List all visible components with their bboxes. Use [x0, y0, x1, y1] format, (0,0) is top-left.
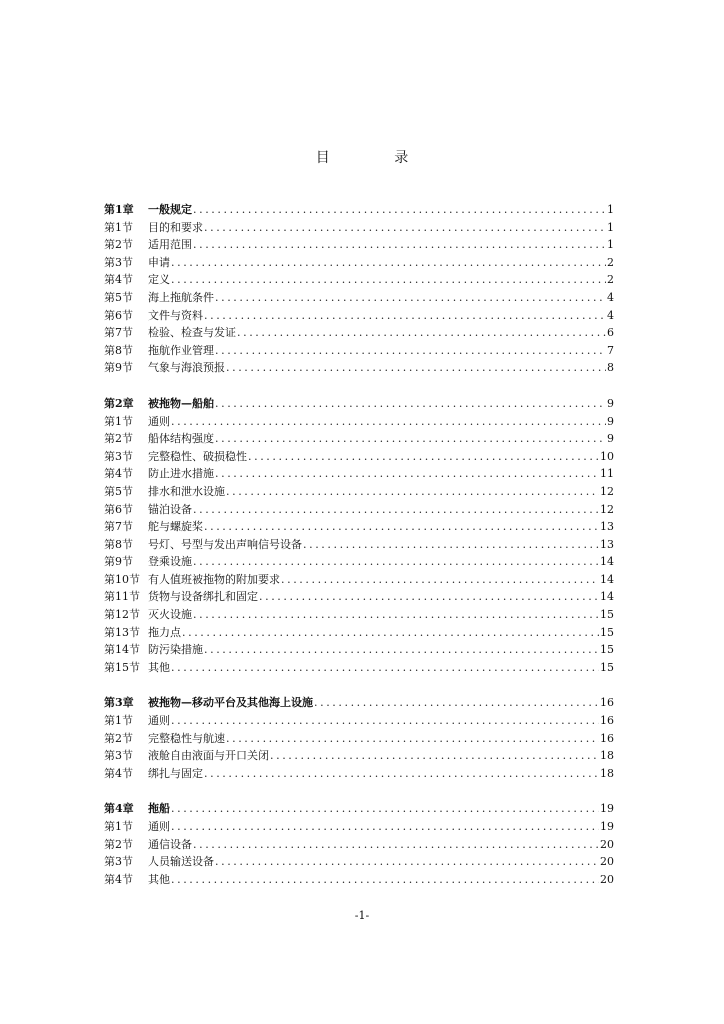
section-title: 防止进水措施	[148, 467, 214, 481]
section-label: 第6节	[104, 308, 133, 322]
dot-leader	[182, 624, 599, 642]
section-label: 第5节	[104, 290, 133, 304]
dot-leader	[259, 588, 599, 606]
section-title: 拖力点	[148, 625, 181, 639]
section-label: 第11节	[104, 590, 140, 604]
dot-leader	[215, 430, 606, 448]
toc-section-entry[interactable]	[104, 236, 614, 254]
page-ref: 14	[600, 555, 614, 569]
section-title: 完整稳性、破损稳性	[148, 449, 247, 463]
section-label: 第1节	[104, 820, 133, 833]
dot-leader	[215, 465, 599, 483]
section-title: 其他	[148, 660, 170, 674]
section-title: 锚泊设备	[148, 502, 192, 516]
section-label: 第4节	[104, 872, 133, 886]
dot-leader	[171, 800, 599, 818]
toc-section-entry[interactable]	[104, 465, 614, 483]
dot-leader	[171, 271, 606, 289]
section-title: 通则	[148, 414, 170, 428]
section-label: 第3节	[104, 855, 133, 869]
toc-section-entry[interactable]	[104, 836, 614, 854]
section-label: 第1节	[104, 714, 133, 728]
section-title: 舵与螺旋桨	[148, 520, 203, 534]
dot-leader	[303, 536, 599, 554]
section-label: 第9节	[104, 555, 133, 569]
toc-section-entry[interactable]	[104, 712, 614, 730]
page-ref: 20	[600, 872, 614, 886]
section-label: 第3节	[104, 449, 133, 463]
dot-leader	[171, 413, 606, 431]
toc-section-entry[interactable]	[104, 448, 614, 466]
toc-section-entry[interactable]	[104, 359, 614, 377]
section-title: 货物与设备绑扎和固定	[148, 590, 258, 604]
section-title: 申请	[148, 255, 170, 269]
section-title: 通信设备	[148, 837, 192, 851]
toc-section-entry[interactable]	[104, 342, 614, 360]
chapter-title: 被拖物—船舶	[148, 396, 214, 410]
section-title: 定义	[148, 273, 170, 287]
page-number: -1-	[354, 909, 370, 922]
section-title: 文件与资料	[148, 308, 203, 322]
page-ref: 4	[607, 290, 614, 304]
section-label: 第10节	[104, 572, 140, 586]
page-ref: 12	[600, 502, 614, 516]
page-ref: 13	[600, 537, 614, 551]
section-title: 防污染措施	[148, 643, 203, 657]
page-title: 目 录	[315, 150, 439, 166]
section-title: 船体结构强度	[148, 432, 214, 446]
toc-section-entry[interactable]	[104, 588, 614, 606]
chapter-title: 拖船	[148, 802, 170, 816]
dot-leader	[171, 659, 599, 677]
section-label: 第2节	[104, 238, 133, 252]
dot-leader	[215, 342, 606, 360]
section-label: 第1节	[104, 220, 133, 234]
page-ref: 18	[600, 749, 614, 763]
toc-section-entry[interactable]	[104, 765, 614, 783]
toc-section-entry[interactable]	[104, 536, 614, 554]
toc-chapter-entry[interactable]	[104, 395, 614, 413]
section-title: 检验、检查与发证	[148, 326, 236, 340]
dot-leader	[215, 395, 606, 413]
dot-leader	[226, 483, 599, 501]
section-title: 通则	[148, 714, 170, 728]
toc-section-entry[interactable]	[104, 430, 614, 448]
toc-section-entry[interactable]	[104, 606, 614, 624]
chapter-label: 第4章	[104, 802, 134, 816]
page-ref: 19	[600, 820, 614, 833]
section-label: 第4节	[104, 273, 133, 287]
dot-leader	[248, 448, 599, 466]
page-ref: 9	[607, 414, 614, 428]
section-label: 第7节	[104, 520, 133, 534]
dot-leader	[314, 694, 599, 712]
section-label: 第2节	[104, 837, 133, 851]
dot-leader	[193, 501, 599, 519]
section-label: 第2节	[104, 731, 133, 745]
chapter-group	[104, 800, 614, 888]
chapter-label: 第2章	[104, 396, 134, 410]
section-label: 第12节	[104, 608, 140, 622]
dot-leader	[193, 236, 606, 254]
chapter-label: 第1章	[104, 203, 134, 216]
page-ref: 12	[600, 484, 614, 498]
toc-section-entry[interactable]	[104, 571, 614, 589]
toc-section-entry[interactable]	[104, 289, 614, 307]
section-title: 完整稳性与航速	[148, 731, 225, 745]
toc-section-entry[interactable]	[104, 219, 614, 237]
section-title: 排水和泄水设施	[148, 484, 225, 498]
page-ref: 20	[600, 837, 614, 851]
dot-leader	[171, 818, 599, 836]
section-title: 气象与海浪预报	[148, 361, 225, 375]
toc-section-entry[interactable]	[104, 483, 614, 501]
section-label: 第4节	[104, 766, 133, 780]
dot-leader	[193, 836, 599, 854]
section-label: 第8节	[104, 537, 133, 551]
dot-leader	[204, 219, 606, 237]
section-label: 第9节	[104, 361, 133, 375]
page-ref: 15	[600, 625, 614, 639]
toc-section-entry[interactable]	[104, 624, 614, 642]
section-title: 其他	[148, 872, 170, 886]
toc-section-entry[interactable]	[104, 747, 614, 765]
section-title: 通则	[148, 820, 170, 833]
dot-leader	[204, 765, 599, 783]
toc-section-entry[interactable]	[104, 413, 614, 431]
toc-section-entry[interactable]	[104, 324, 614, 342]
section-title: 灭火设施	[148, 608, 192, 622]
page-ref: 1	[607, 220, 614, 234]
page-ref: 18	[600, 766, 614, 780]
toc-section-entry[interactable]	[104, 307, 614, 325]
section-label: 第4节	[104, 467, 133, 481]
dot-leader	[237, 324, 606, 342]
chapter-title: 一般规定	[148, 203, 192, 216]
toc-section-entry[interactable]	[104, 254, 614, 272]
dot-leader	[193, 201, 606, 219]
section-label: 第8节	[104, 343, 133, 357]
section-title: 绑扎与固定	[148, 766, 203, 780]
page-ref: 13	[600, 520, 614, 534]
page-ref: 2	[607, 273, 614, 287]
section-label: 第2节	[104, 432, 133, 446]
dot-leader	[171, 712, 599, 730]
page-ref: 8	[607, 361, 614, 375]
toc-section-entry[interactable]	[104, 501, 614, 519]
toc-section-entry[interactable]	[104, 659, 614, 677]
page-ref: 2	[607, 255, 614, 269]
section-title: 拖航作业管理	[148, 343, 214, 357]
chapter-group	[104, 694, 614, 782]
toc-chapter-entry[interactable]	[104, 201, 614, 219]
page-ref: 4	[607, 308, 614, 322]
dot-leader	[281, 571, 599, 589]
dot-leader	[226, 359, 606, 377]
chapter-title: 被拖物—移动平台及其他海上设施	[148, 696, 313, 710]
section-label: 第5节	[104, 484, 133, 498]
section-title: 海上拖航条件	[148, 290, 214, 304]
section-title: 登乘设施	[148, 555, 192, 569]
dot-leader	[171, 871, 599, 889]
section-label: 第15节	[104, 660, 140, 674]
dot-leader	[193, 553, 599, 571]
page-ref: 9	[607, 432, 614, 446]
page-ref: 11	[600, 467, 614, 481]
dot-leader	[226, 730, 599, 748]
page-ref: 16	[600, 696, 614, 710]
page-ref: 7	[607, 343, 614, 357]
section-title: 适用范围	[148, 238, 192, 252]
section-title: 液舱自由液面与开口关闭	[148, 749, 269, 763]
dot-leader	[215, 289, 606, 307]
toc-section-entry[interactable]	[104, 518, 614, 536]
toc-section-entry[interactable]	[104, 641, 614, 659]
toc-chapter-entry[interactable]	[104, 800, 614, 818]
toc-section-entry[interactable]	[104, 818, 614, 836]
toc-section-entry[interactable]	[104, 271, 614, 289]
toc-section-entry[interactable]	[104, 730, 614, 748]
section-label: 第6节	[104, 502, 133, 516]
chapter-group	[104, 201, 614, 377]
section-title: 人员输送设备	[148, 855, 214, 869]
dot-leader	[171, 254, 606, 272]
page-ref: 14	[600, 590, 614, 604]
toc-section-entry[interactable]	[104, 553, 614, 571]
page-ref: 15	[600, 643, 614, 657]
page-ref: 1	[607, 238, 614, 252]
section-label: 第7节	[104, 326, 133, 340]
page-ref: 9	[607, 396, 614, 410]
page-ref: 10	[600, 449, 614, 463]
dot-leader	[204, 518, 599, 536]
page-ref: 16	[600, 731, 614, 745]
page-ref: 6	[607, 326, 614, 340]
page-ref: 15	[600, 608, 614, 622]
chapter-label: 第3章	[104, 696, 134, 710]
dot-leader	[204, 641, 599, 659]
section-label: 第3节	[104, 255, 133, 269]
page-ref: 14	[600, 572, 614, 586]
page-ref: 1	[607, 203, 614, 216]
section-label: 第13节	[104, 625, 140, 639]
toc-chapter-entry[interactable]	[104, 694, 614, 712]
section-title: 目的和要求	[148, 220, 203, 234]
section-label: 第14节	[104, 643, 140, 657]
page-ref: 15	[600, 660, 614, 674]
section-label: 第3节	[104, 749, 133, 763]
page-ref: 16	[600, 714, 614, 728]
section-title: 号灯、号型与发出声响信号设备	[148, 537, 302, 551]
section-label: 第1节	[104, 414, 133, 428]
dot-leader	[215, 853, 599, 871]
section-title: 有人值班被拖物的附加要求	[148, 572, 280, 586]
page-ref: 20	[600, 855, 614, 869]
chapter-group	[104, 395, 614, 677]
dot-leader	[204, 307, 606, 325]
dot-leader	[193, 606, 599, 624]
page-ref: 19	[600, 802, 614, 816]
toc-section-entry[interactable]	[104, 853, 614, 871]
toc-section-entry[interactable]	[104, 871, 614, 889]
dot-leader	[270, 747, 599, 765]
table-of-contents	[104, 201, 614, 888]
